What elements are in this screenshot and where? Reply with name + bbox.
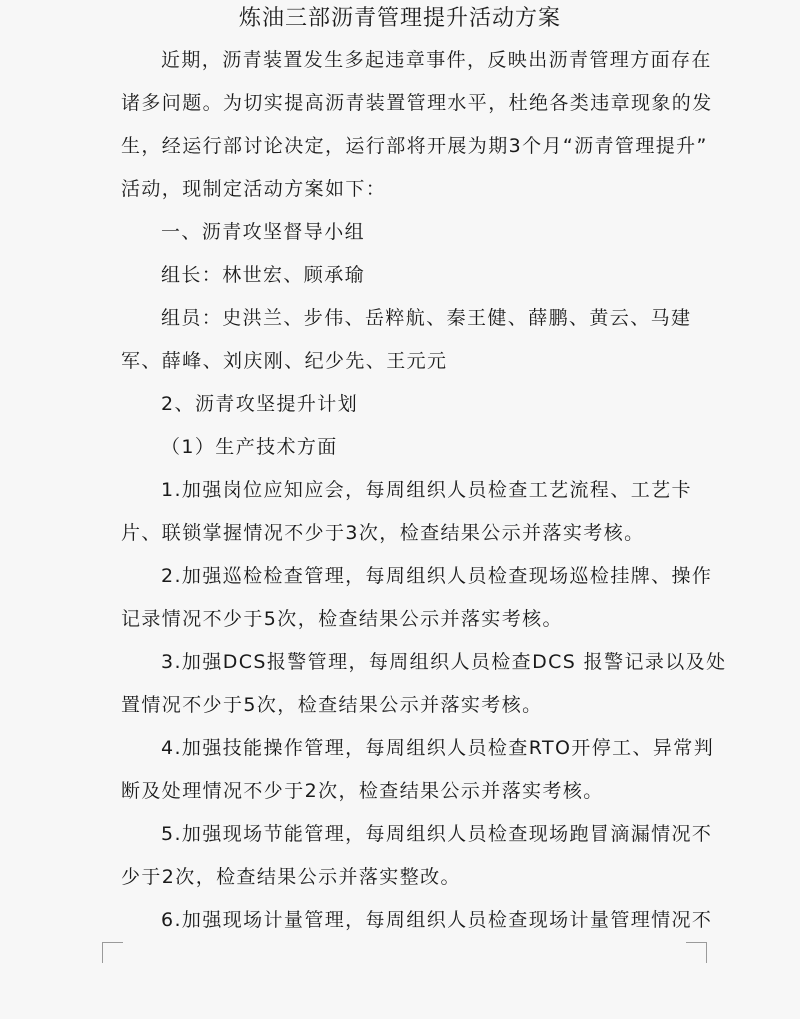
subsection-heading: （1）生产技术方面 [161,436,338,458]
paragraph-line: 断及处理情况不少于2次，检查结果公示并落实考核。 [121,780,604,802]
paragraph-line: 活动，现制定活动方案如下： [121,178,387,200]
page-corner-mark-right [686,942,707,963]
paragraph-line: 5.加强现场节能管理，每周组织人员检查现场跑冒滴漏情况不 [161,823,713,845]
paragraph-line: 置情况不少于5次，检查结果公示并落实考核。 [121,694,543,716]
document-title: 炼油三部沥青管理提升活动方案 [238,6,561,31]
section-heading: 2、沥青攻坚提升计划 [161,393,359,415]
paragraph-line: 组长：林世宏、顾承瑜 [161,264,366,286]
paragraph-line: 2.加强巡检检查管理，每周组织人员检查现场巡检挂牌、操作 [161,565,713,587]
paragraph-line: 军、薛峰、刘庆刚、纪少先、王元元 [121,350,448,372]
paragraph-line: 组员：史洪兰、步伟、岳粹航、秦王健、薛鹏、黄云、马建 [161,307,692,329]
paragraph-line: 4.加强技能操作管理，每周组织人员检查RTO开停工、异常判 [161,737,715,759]
page-corner-mark-left [102,942,123,963]
paragraph-line: 生，经运行部讨论决定，运行部将开展为期3个月“沥青管理提升” [121,135,708,157]
paragraph-line: 近期，沥青装置发生多起违章事件，反映出沥青管理方面存在 [161,49,712,71]
paragraph-line: 1.加强岗位应知应会，每周组织人员检查工艺流程、工艺卡 [161,479,692,501]
section-heading: 一、沥青攻坚督导小组 [161,221,366,243]
paragraph-line: 3.加强DCS报警管理，每周组织人员检查DCS 报警记录以及处 [161,651,727,673]
paragraph-line: 少于2次，检查结果公示并落实整改。 [121,866,461,888]
paragraph-line: 片、联锁掌握情况不少于3次，检查结果公示并落实考核。 [121,522,645,544]
paragraph-line: 6.加强现场计量管理，每周组织人员检查现场计量管理情况不 [161,909,713,931]
paragraph-line: 记录情况不少于5次，检查结果公示并落实考核。 [121,608,563,630]
paragraph-line: 诸多问题。为切实提高沥青装置管理水平，杜绝各类违章现象的发 [121,92,713,114]
